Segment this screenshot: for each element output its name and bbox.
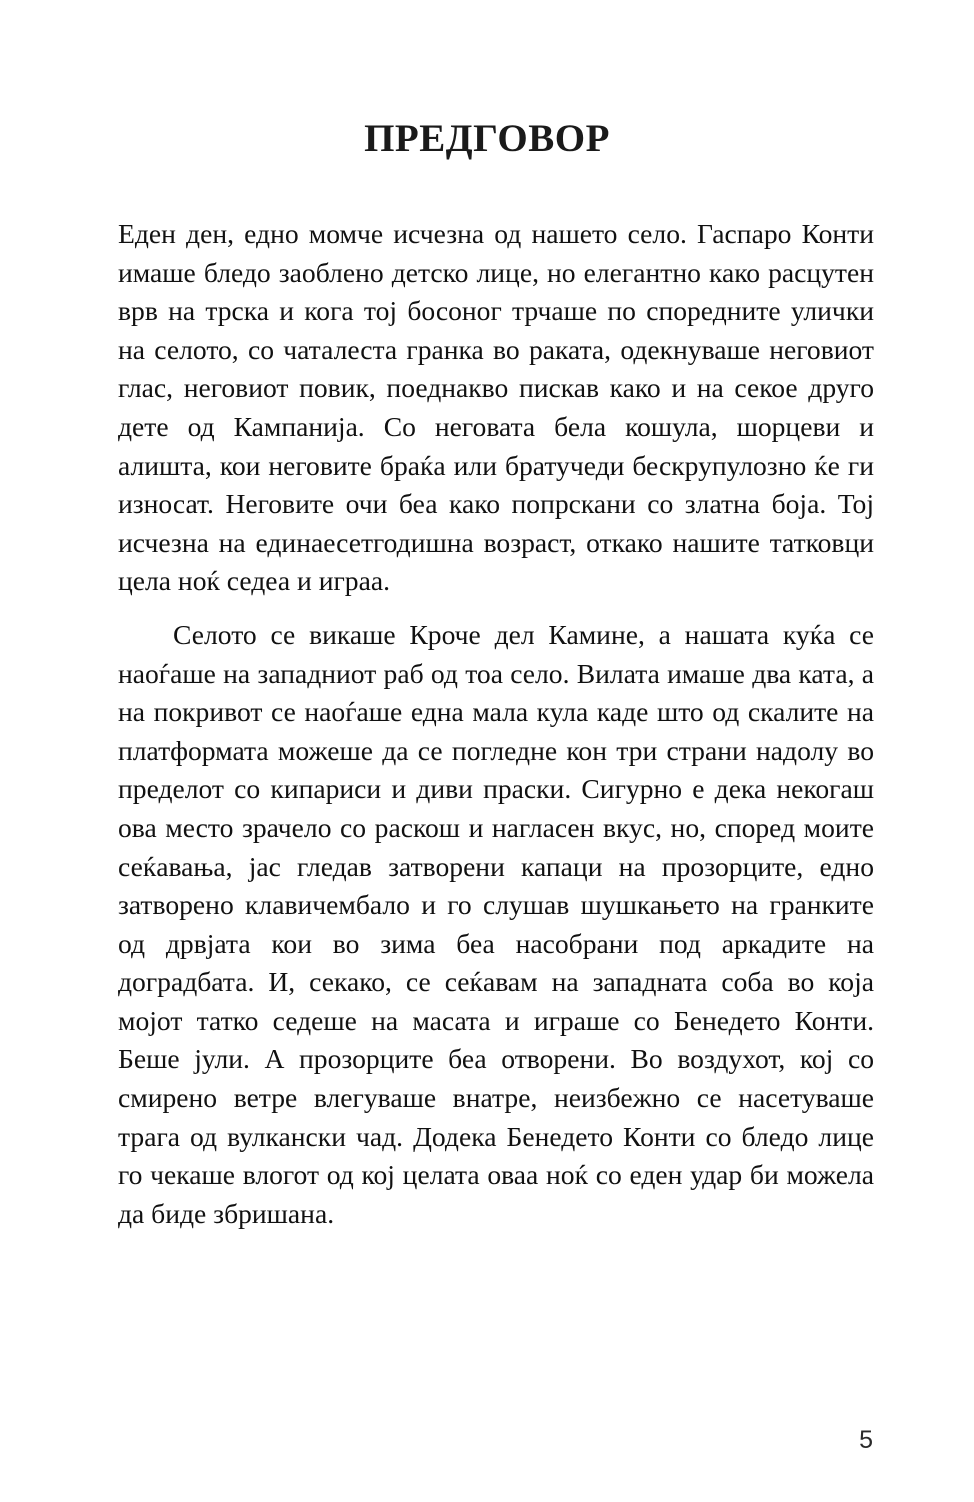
page-number: 5 xyxy=(859,1426,873,1454)
paragraph-1: Еден ден, едно момче исчезна од нашето село. Гаспаро Конти имаше бледо заоблено детско лице, но елегантно како расцутен врв на трска и кога тој босоног трчаше по споредните улички на селото, со чаталеста гранка во раката, одекнуваше неговиот глас, неговиот повик, поеднакво пискав како и на секое друго дете од Кампанија. Со неговата бела кошула, шорцеви и алишта, кои неговите браќа или братучеди бескрупулозно ќе ги износат. Неговите очи беа како попрскани со златна боја. Тој исчезна на единаесетгодишна возраст, откако нашите татковци цела ноќ седеа и играа. xyxy=(118,218,874,597)
body-text-block xyxy=(118,215,874,1233)
paragraph-2: Селото се викаше Кроче дел Камине, а нашата куќа се наоѓаше на западниот раб од тоа село. Вилата имаше два ката, а на покривот се наоѓаше една мала кула каде што од скалите на платформата можеше да се погледне кон три страни надолу во пределот со кипариси и диви праски. Сигурно е дека некогаш ова место зрачело со раскош и нагласен вкус, но, според моите сеќавања, јас гледав затворени капаци на прозорците, едно затворено клавичембало и го слушав шушкањето на гранките од дрвјата кои во зима беа насобрани под аркадите на доградбата. И, секако, се сеќавам на западната соба во која мојот татко седеше на масата и играше со Бенедето Конти. Беше јули. А прозорците беа отворени. Во воздухот, кој со смирено ветре влегуваше внатре, неизбежно се насетуваше трага од вулкански чад. Додека Бенедето Конти со бледо лице го чекаше влогот од кој целата оваа ноќ со еден удар би можела да биде збришана. xyxy=(118,618,874,1229)
page-title: ПРЕДГОВОР xyxy=(364,117,610,161)
